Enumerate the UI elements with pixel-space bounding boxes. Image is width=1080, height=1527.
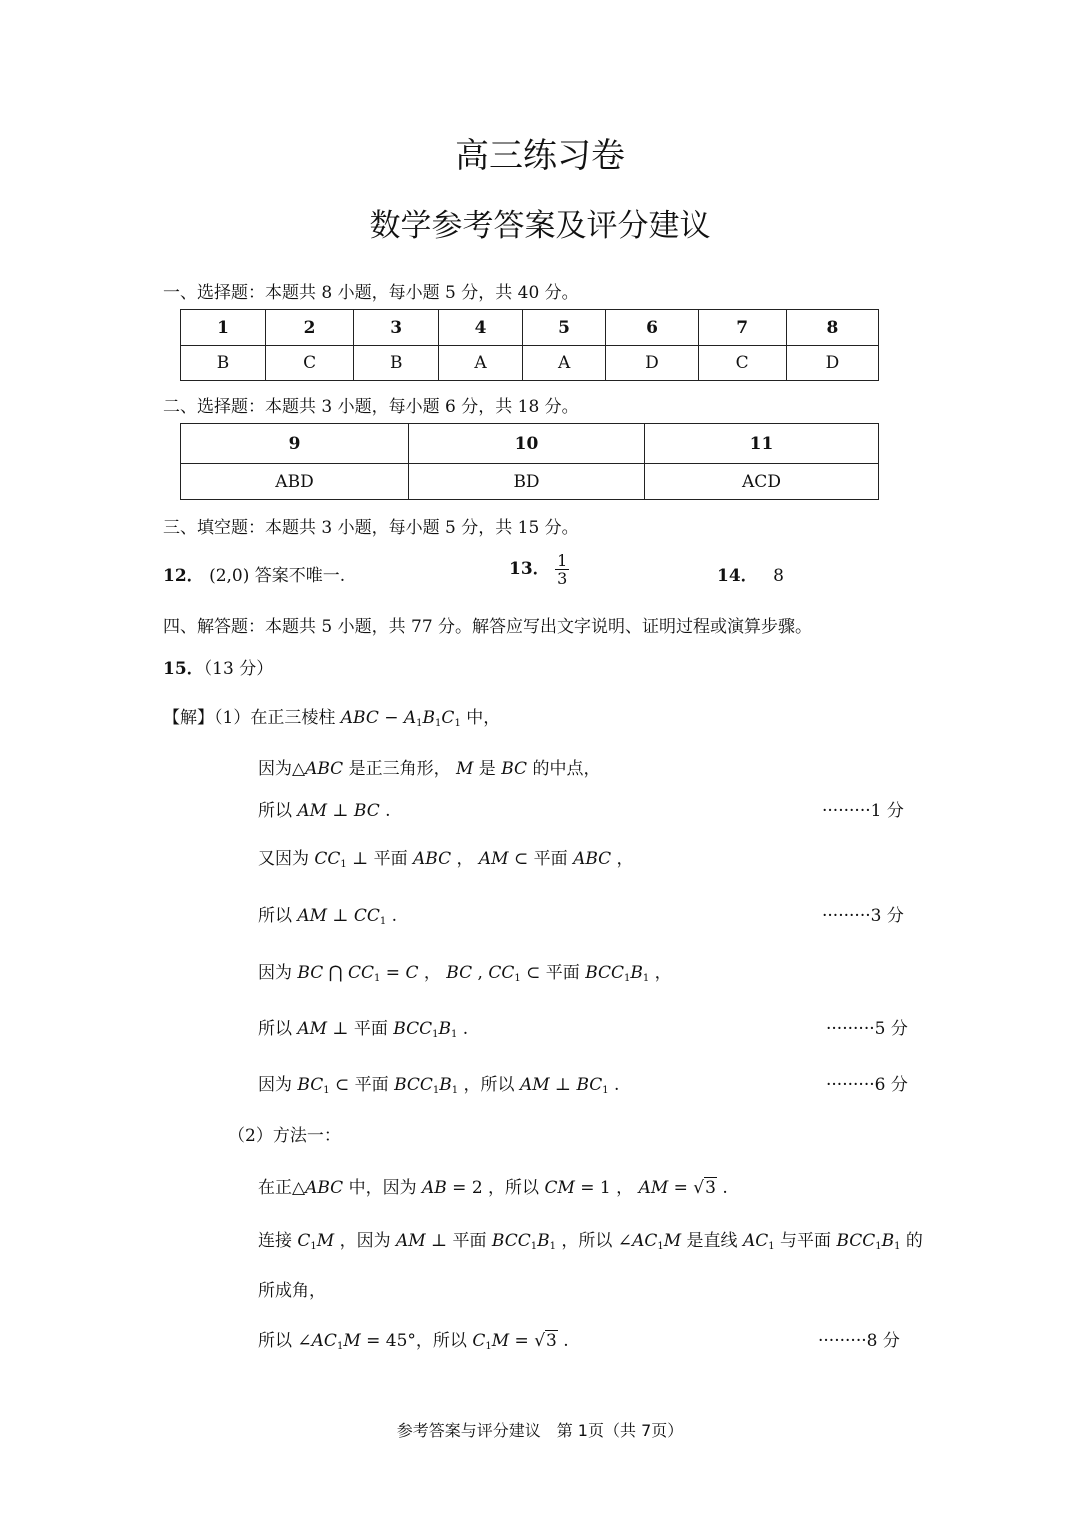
page-subtitle: 数学参考答案及评分建议 (369, 208, 711, 244)
question-number: 12． (163, 566, 204, 586)
solution-line-6: 因为 BC ⋂ $CC_1 = C$ ， BC , $CC_1$ ⊂ 平面 $BCC_1B_1$ ， (258, 963, 672, 984)
section2-heading: 二、选择题：本题共 3 小题，每小题 6 分，共 18 分。 (163, 397, 579, 417)
table-cell: 8 (786, 310, 878, 346)
solution-line-11: 所成角， (258, 1281, 326, 1301)
solution-line-8: 因为 $BC_1$ ⊂ 平面 $BCC_1B_1$ ，所以 AM ⊥ $BC_1$ . (258, 1075, 620, 1096)
section3-heading: 三、填空题：本题共 3 小题，每小题 5 分，共 15 分。 (163, 518, 579, 538)
answer-12 (163, 561, 345, 586)
question-number: 13． (509, 559, 550, 579)
solution-line-12: 所以 $\angle AC_1M = 45^\circ$，所以 $C_1M = √3$ . (258, 1331, 569, 1352)
question-points: （13 分） (203, 659, 274, 679)
table-cell: ABD (181, 464, 409, 500)
table-cell: A (522, 346, 606, 381)
answer-value: 8 (773, 566, 784, 586)
numerator: 1 (557, 551, 568, 570)
answer-13 (509, 552, 569, 587)
answer-14 (717, 561, 784, 586)
solution-line-10: 连接 $C_1M$ ，因为 AM ⊥ 平面 $BCC_1B_1$ ，所以 $\angle AC_1M$ 是直线 $AC_1$ 与平面 $BCC_1B_1$ 的 (258, 1231, 923, 1252)
table-cell: D (786, 346, 878, 381)
score-mark: ·········5 分 (826, 1019, 908, 1039)
section2-answer-table (180, 423, 879, 500)
table-cell: 11 (645, 424, 879, 464)
table-row (181, 464, 879, 500)
page-title: 高三练习卷 (455, 136, 625, 176)
fraction (555, 552, 569, 587)
table-cell: 9 (181, 424, 409, 464)
table-cell: C (265, 346, 353, 381)
answer-value: (2,0) 答案不唯一. (209, 566, 346, 586)
solution-line-9: 在正△ABC 中，因为 AB = 2 ，所以 CM = 1 ， AM = √3 . (258, 1178, 728, 1198)
table-cell: B (354, 346, 439, 381)
table-row (181, 346, 879, 381)
solution-tag: 【解】 (163, 708, 214, 728)
score-mark: ·········3 分 (822, 906, 904, 926)
section4-heading: 四、解答题：本题共 5 小题，共 77 分。解答应写出文字说明、证明过程或演算步骤。 (163, 617, 813, 637)
section1-heading: 一、选择题：本题共 8 小题，每小题 5 分，共 40 分。 (163, 283, 579, 303)
table-cell: A (439, 346, 523, 381)
table-cell: D (606, 346, 698, 381)
table-cell: ACD (645, 464, 879, 500)
table-header-row (181, 424, 879, 464)
solution-line-1: 【解】（1）在正三棱柱 ABC − $A_1B_1C_1$ 中， (163, 708, 501, 729)
table-cell: 6 (606, 310, 698, 346)
solution-line-5: 所以 AM ⊥ $CC_1$ . (258, 906, 398, 927)
table-cell: BD (409, 464, 645, 500)
table-header-row (181, 310, 879, 346)
page-footer: 参考答案与评分建议 第 1页（共 7页） (396, 1421, 684, 1440)
question-15-header (163, 654, 273, 679)
part2-heading: （2）方法一： (228, 1126, 341, 1146)
part1-intro: （1）在正三棱柱 (214, 708, 336, 728)
solution-line-7: 所以 AM ⊥ 平面 $BCC_1B_1$ . (258, 1019, 469, 1040)
table-cell: B (181, 346, 266, 381)
table-cell: 10 (409, 424, 645, 464)
table-cell: 7 (698, 310, 786, 346)
solution-line-2: 因为△ABC 是正三角形， M 是 BC 的中点， (258, 759, 601, 779)
denominator: 3 (557, 569, 568, 588)
table-cell: C (698, 346, 786, 381)
table-cell: 5 (522, 310, 606, 346)
score-mark: ·········8 分 (818, 1331, 900, 1351)
question-number: 14． (717, 566, 758, 586)
solution-line-3: 所以 AM ⊥ BC . (258, 801, 391, 821)
score-mark: ·········6 分 (826, 1075, 908, 1095)
score-mark: ·········1 分 (822, 801, 904, 821)
part1-intro-end: 中， (466, 708, 501, 728)
table-cell: 3 (354, 310, 439, 346)
table-cell: 4 (439, 310, 523, 346)
table-cell: 2 (265, 310, 353, 346)
section1-answer-table (180, 309, 879, 381)
table-cell: 1 (181, 310, 266, 346)
solution-line-4: 又因为 $CC_1$ ⊥ 平面 ABC ， AM ⊂ 平面 ABC ， (258, 849, 634, 870)
question-number: 15． (163, 659, 204, 679)
